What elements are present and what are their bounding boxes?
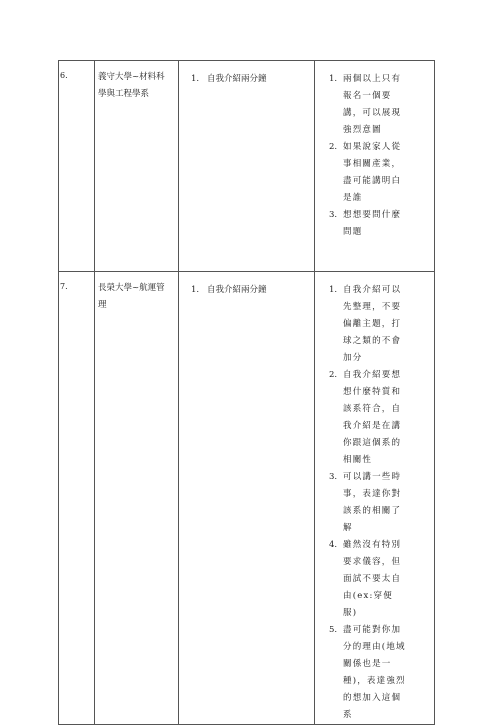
list-item	[191, 282, 310, 299]
list-item	[329, 537, 430, 622]
list-item	[329, 622, 430, 724]
list-marker: 3.	[329, 472, 338, 482]
notes-list	[315, 61, 434, 241]
notes-cell	[315, 61, 435, 272]
list-item	[191, 71, 310, 88]
notes-list	[315, 272, 434, 724]
list-marker: 1.	[191, 74, 200, 84]
list-marker: 2.	[329, 370, 338, 380]
table-row	[59, 272, 435, 725]
school-department: 長榮大學~航運管理	[98, 283, 165, 310]
list-item-text: 自我介紹兩分鐘	[207, 285, 267, 295]
row-number: 6.	[60, 71, 68, 80]
topic-list	[179, 272, 314, 299]
list-item-text: 兩個以上只有報名一個要講，可以展現強烈意圖	[343, 74, 402, 135]
list-item-text: 盡可能對你加分的理由(地域關係也是一種)，表達強烈的想加入這個系	[343, 625, 406, 720]
topic-list	[179, 61, 314, 88]
number-cell	[59, 61, 95, 272]
list-item	[329, 139, 430, 207]
school-cell	[95, 272, 179, 725]
list-item-text: 自我介紹可以先整理，不要偏離主題，打球之類的不會加分	[343, 285, 402, 363]
list-marker: 2.	[329, 142, 338, 152]
list-item-text: 可以講一些時事，表達你對該系的相關了解	[343, 472, 402, 533]
list-item	[329, 367, 430, 469]
row-number: 7.	[60, 282, 68, 291]
interview-notes-table	[58, 60, 435, 725]
notes-cell	[315, 272, 435, 725]
school-cell	[95, 61, 179, 272]
school-department: 義守大學~材料科學與工程學系	[98, 72, 165, 99]
list-marker: 5.	[329, 625, 338, 635]
list-item	[329, 469, 430, 537]
list-marker: 1.	[329, 74, 338, 84]
list-marker: 1.	[191, 285, 200, 295]
list-item-text: 雖然沒有特別要求儀容，但面試不要太自由(ex:穿便服)	[343, 540, 402, 618]
list-item-text: 如果說家人從事相關產業，盡可能講明白是誰	[343, 142, 402, 203]
list-marker: 1.	[329, 285, 338, 295]
list-marker: 4.	[329, 540, 338, 550]
number-cell	[59, 272, 95, 725]
list-item	[329, 71, 430, 139]
list-item-text: 想想要問什麼問題	[343, 210, 402, 237]
topic-cell	[179, 61, 315, 272]
table-row	[59, 61, 435, 272]
list-item	[329, 207, 430, 241]
list-item	[329, 282, 430, 367]
topic-cell	[179, 272, 315, 725]
list-item-text: 自我介紹兩分鐘	[207, 74, 267, 84]
list-item-text: 自我介紹要想想什麼特質和該系符合，自我介紹是在講你跟這個系的相關性	[343, 370, 402, 465]
list-marker: 3.	[329, 210, 338, 220]
